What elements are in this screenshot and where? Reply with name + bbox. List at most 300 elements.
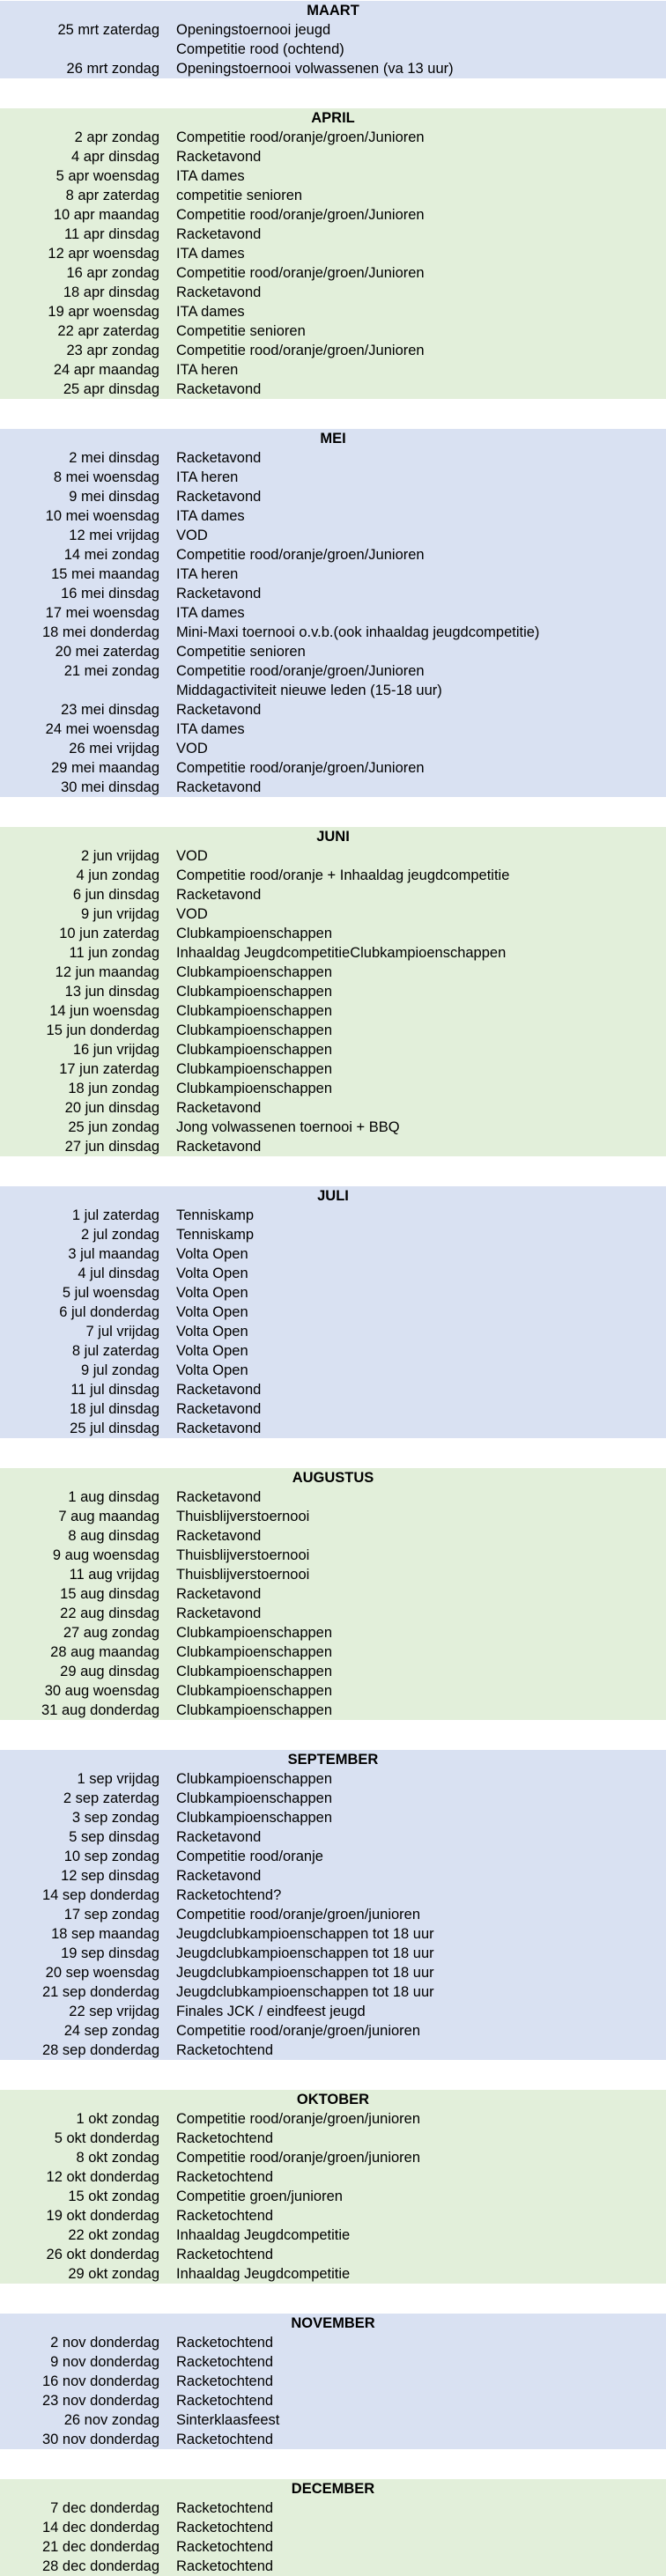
event-description: Clubkampioenschappen — [176, 1790, 333, 1806]
event-row — [0, 1866, 666, 1886]
event-date: 5 apr woensdag — [56, 168, 159, 184]
event-description: Racketavond — [176, 1401, 262, 1417]
event-description: Racketavond — [176, 1868, 262, 1884]
event-row — [0, 1098, 666, 1118]
event-date: 27 jun dinsdag — [64, 1139, 159, 1155]
event-date: 18 mei donderdag — [41, 624, 159, 640]
event-description: Racketavond — [176, 489, 262, 505]
event-date: 30 aug woensdag — [44, 1683, 159, 1699]
event-description: Competitie senioren — [176, 644, 306, 660]
event-row — [0, 1565, 666, 1584]
event-date — [0, 681, 159, 700]
month-title: APRIL — [311, 110, 355, 126]
event-row — [0, 2109, 666, 2129]
event-row — [0, 1623, 666, 1642]
event-date: 28 dec donderdag — [41, 2558, 159, 2574]
month-section-oktober — [0, 2090, 666, 2284]
event-date: 17 mei woensdag — [45, 605, 159, 621]
month-title: OKTOBER — [296, 2092, 370, 2107]
event-description: Competitie rood/oranje/groen/Junioren — [176, 760, 425, 776]
event-row — [0, 2245, 666, 2264]
event-description: Racketavond — [176, 779, 262, 795]
event-date: 19 apr woensdag — [48, 304, 159, 320]
event-row — [0, 2041, 666, 2060]
event-row — [0, 778, 666, 797]
event-description: Competitie rood/oranje — [176, 1849, 323, 1864]
event-description: Racketavond — [176, 887, 262, 903]
event-row — [0, 904, 666, 924]
event-description: Competitie rood/oranje/groen/Junioren — [176, 265, 425, 281]
event-description: Racketochtend — [176, 2335, 274, 2351]
event-date: 9 aug woensdag — [52, 1547, 159, 1563]
event-row — [0, 205, 666, 225]
event-description: Racketochtend — [176, 2208, 274, 2224]
event-date: 26 nov zondag — [63, 2412, 159, 2428]
event-date: 17 sep zondag — [63, 1907, 159, 1923]
event-description: Racketavond — [176, 1489, 262, 1505]
event-description: Clubkampioenschappen — [176, 984, 333, 1000]
event-row — [0, 186, 666, 205]
event-description: Volta Open — [176, 1246, 248, 1262]
event-row — [0, 1827, 666, 1847]
event-description: competitie senioren — [176, 188, 303, 203]
event-description: Volta Open — [176, 1304, 248, 1320]
event-description: Clubkampioenschappen — [176, 1702, 333, 1718]
event-row — [0, 526, 666, 545]
event-description: Clubkampioenschappen — [176, 1664, 333, 1679]
event-row — [0, 1681, 666, 1701]
event-row — [0, 2225, 666, 2245]
month-separator — [0, 78, 666, 108]
event-date: 11 jul dinsdag — [70, 1382, 159, 1398]
event-row — [0, 982, 666, 1001]
event-row — [0, 468, 666, 487]
event-date: 15 mei maandag — [51, 566, 159, 582]
event-date: 29 okt zondag — [68, 2266, 159, 2282]
event-date: 5 sep dinsdag — [69, 1829, 159, 1845]
event-date: 9 nov donderdag — [50, 2354, 159, 2370]
event-description: Volta Open — [176, 1324, 248, 1340]
event-row — [0, 1963, 666, 1982]
event-description: Racketavond — [176, 381, 262, 397]
event-date: 22 okt zondag — [68, 2227, 159, 2243]
event-date: 30 nov donderdag — [41, 2432, 159, 2447]
event-row — [0, 1924, 666, 1944]
month-title: SEPTEMBER — [287, 1752, 379, 1768]
event-description: Racketochtend — [176, 2500, 274, 2516]
event-description: Racketochtend — [176, 2558, 274, 2574]
event-date: 16 apr zondag — [66, 265, 159, 281]
event-description: ITA dames — [176, 508, 245, 524]
event-date: 21 sep donderdag — [41, 1984, 159, 2000]
month-separator — [0, 1438, 666, 1468]
event-row — [0, 2187, 666, 2206]
event-date: 13 jun dinsdag — [64, 984, 159, 1000]
event-description: Volta Open — [176, 1285, 248, 1301]
month-title: AUGUSTUS — [292, 1470, 374, 1486]
event-description: Competitie senioren — [176, 323, 306, 339]
event-description: Middagactiviteit nieuwe leden (15-18 uur) — [176, 683, 442, 698]
event-description: Racketochtend — [176, 2432, 274, 2447]
event-description: ITA heren — [176, 362, 239, 378]
event-date: 9 mei dinsdag — [69, 489, 159, 505]
event-description: Competitie rood/oranje/groen/junioren — [176, 2023, 421, 2039]
month-section-december — [0, 2479, 666, 2576]
event-date: 28 aug maandag — [50, 1644, 159, 1660]
event-row — [0, 1526, 666, 1546]
event-description: Clubkampioenschappen — [176, 1042, 333, 1058]
event-row — [0, 2372, 666, 2391]
event-description: Clubkampioenschappen — [176, 1771, 333, 1787]
event-row — [0, 1079, 666, 1098]
event-description: ITA dames — [176, 304, 245, 320]
event-date: 18 apr dinsdag — [63, 284, 159, 300]
event-date: 7 dec donderdag — [50, 2500, 159, 2516]
event-date: 28 sep donderdag — [41, 2042, 159, 2058]
event-row — [0, 1944, 666, 1963]
event-date: 9 jun vrijdag — [81, 906, 159, 922]
event-row — [0, 147, 666, 166]
event-row — [0, 623, 666, 642]
month-separator — [0, 399, 666, 429]
event-date: 18 jul dinsdag — [70, 1401, 159, 1417]
event-description: Jeugdclubkampioenschappen tot 18 uur — [176, 1945, 434, 1961]
event-date: 8 mei woensdag — [53, 469, 159, 485]
event-date: 23 apr zondag — [66, 343, 159, 358]
event-row — [0, 963, 666, 982]
event-date: 12 jun maandag — [55, 964, 159, 980]
event-description: Tenniskamp — [176, 1227, 255, 1243]
event-date: 5 jul woensdag — [62, 1285, 159, 1301]
event-description: Clubkampioenschappen — [176, 1061, 333, 1077]
event-row — [0, 1206, 666, 1225]
event-date: 8 jul zaterdag — [71, 1343, 159, 1359]
event-row — [0, 1604, 666, 1623]
event-row — [0, 128, 666, 147]
event-description: VOD — [176, 848, 208, 864]
month-title: MEI — [320, 431, 346, 447]
event-date: 2 jun vrijdag — [81, 848, 159, 864]
event-date: 18 jun zondag — [68, 1081, 159, 1096]
event-date: 22 aug dinsdag — [60, 1605, 159, 1621]
event-description: Racketochtend — [176, 2520, 274, 2535]
event-description: Clubkampioenschappen — [176, 1625, 333, 1641]
event-description: Tenniskamp — [176, 1207, 255, 1223]
event-row — [0, 1584, 666, 1604]
event-row — [0, 1341, 666, 1361]
event-description: Competitie rood/oranje/groen/Junioren — [176, 663, 425, 679]
event-description: Inhaaldag Jeugdcompetitie — [176, 2266, 351, 2282]
month-separator — [0, 2060, 666, 2090]
month-section-april — [0, 108, 666, 399]
event-row — [0, 924, 666, 943]
event-row — [0, 584, 666, 603]
event-date: 26 mei vrijdag — [69, 741, 159, 757]
event-date: 27 aug zondag — [63, 1625, 159, 1641]
event-row — [0, 846, 666, 866]
event-row — [0, 2167, 666, 2187]
event-row — [0, 1264, 666, 1283]
event-row — [0, 720, 666, 739]
event-description: Racketavond — [176, 1100, 262, 1116]
event-row — [0, 681, 666, 700]
event-description: Racketavond — [176, 284, 262, 300]
event-date: 4 jun zondag — [76, 867, 159, 883]
event-row — [0, 2129, 666, 2148]
event-date: 26 okt donderdag — [46, 2247, 159, 2262]
event-row — [0, 1419, 666, 1438]
event-date: 19 okt donderdag — [46, 2208, 159, 2224]
event-description: Inhaaldag JeugdcompetitieClubkampioenschappen — [176, 945, 507, 961]
event-date: 23 mei dinsdag — [61, 702, 159, 718]
event-description: ITA heren — [176, 566, 239, 582]
event-date: 22 sep vrijdag — [69, 2004, 159, 2019]
event-row — [0, 1001, 666, 1021]
event-description: Racketochtend — [176, 2169, 274, 2185]
event-date: 20 mei zaterdag — [55, 644, 159, 660]
event-description: Competitie rood/oranje + Inhaaldag jeugdcompetitie — [176, 867, 510, 883]
event-date: 25 jul dinsdag — [70, 1421, 159, 1436]
event-description: Racketochtend — [176, 2042, 274, 2058]
event-description: Racketochtend — [176, 2354, 274, 2370]
event-date: 2 nov donderdag — [50, 2335, 159, 2351]
event-description: Competitie rood/oranje/groen/Junioren — [176, 343, 425, 358]
event-row — [0, 1546, 666, 1565]
event-row — [0, 2021, 666, 2041]
event-row — [0, 1789, 666, 1808]
event-row — [0, 1642, 666, 1662]
event-date: 7 jul vrijdag — [85, 1324, 159, 1340]
event-date: 15 aug dinsdag — [60, 1586, 159, 1602]
event-date: 24 sep zondag — [63, 2023, 159, 2039]
event-date: 15 jun donderdag — [46, 1022, 159, 1038]
event-description: VOD — [176, 528, 208, 543]
event-description: Thuisblijverstoernooi — [176, 1567, 310, 1583]
event-row — [0, 1701, 666, 1720]
event-description: Racketochtend — [176, 2539, 274, 2555]
event-date: 1 aug dinsdag — [68, 1489, 159, 1505]
month-separator — [0, 797, 666, 827]
event-date: 2 sep zaterdag — [63, 1790, 159, 1806]
event-description: Sinterklaasfeest — [176, 2412, 280, 2428]
event-row — [0, 2148, 666, 2167]
event-date: 16 mei dinsdag — [61, 586, 159, 602]
event-description: Clubkampioenschappen — [176, 1003, 333, 1019]
event-date: 24 apr maandag — [53, 362, 159, 378]
event-date: 12 apr woensdag — [48, 246, 159, 262]
event-row — [0, 59, 666, 78]
month-title: DECEMBER — [291, 2481, 375, 2497]
event-description: Jong volwassenen toernooi + BBQ — [176, 1119, 400, 1135]
event-date: 11 apr dinsdag — [64, 226, 159, 242]
event-date: 23 nov donderdag — [41, 2393, 159, 2409]
month-section-september — [0, 1750, 666, 2060]
event-row — [0, 2430, 666, 2449]
event-date: 18 sep maandag — [51, 1926, 159, 1942]
event-row — [0, 2206, 666, 2225]
event-description: ITA dames — [176, 605, 245, 621]
event-date: 26 mrt zondag — [66, 61, 159, 77]
event-date: 11 jun zondag — [69, 945, 159, 961]
event-row — [0, 1662, 666, 1681]
event-row — [0, 2557, 666, 2576]
event-description: Jeugdclubkampioenschappen tot 18 uur — [176, 1984, 434, 2000]
event-date: 16 nov donderdag — [41, 2373, 159, 2389]
event-description: Thuisblijverstoernooi — [176, 1509, 310, 1524]
event-date: 4 apr dinsdag — [71, 149, 159, 165]
month-separator — [0, 1720, 666, 1750]
event-date: 15 okt zondag — [68, 2188, 159, 2204]
event-date: 1 jul zaterdag — [71, 1207, 159, 1223]
event-date: 10 apr maandag — [53, 207, 159, 223]
month-title: MAART — [307, 3, 359, 18]
event-description: Racketochtend — [176, 2373, 274, 2389]
month-title: JUNI — [316, 829, 350, 845]
event-row — [0, 302, 666, 321]
event-description: Competitie rood/oranje/groen/Junioren — [176, 129, 425, 145]
month-separator — [0, 1156, 666, 1186]
month-separator — [0, 2449, 666, 2479]
event-date — [0, 40, 159, 59]
event-description: Clubkampioenschappen — [176, 1810, 333, 1826]
event-description: Racketochtend — [176, 2393, 274, 2409]
event-date: 12 okt donderdag — [46, 2169, 159, 2185]
event-description: Racketavond — [176, 226, 262, 242]
event-description: Volta Open — [176, 1362, 248, 1378]
event-row — [0, 1847, 666, 1866]
event-row — [0, 1021, 666, 1040]
month-section-mei — [0, 429, 666, 797]
event-row — [0, 1118, 666, 1137]
event-row — [0, 2410, 666, 2430]
event-date: 11 aug vrijdag — [69, 1567, 159, 1583]
event-row — [0, 1303, 666, 1322]
event-description: Competitie rood/oranje/groen/Junioren — [176, 207, 425, 223]
event-date: 21 mei zondag — [63, 663, 159, 679]
event-row — [0, 885, 666, 904]
event-row — [0, 360, 666, 380]
event-date: 8 okt zondag — [76, 2150, 159, 2166]
event-row — [0, 661, 666, 681]
event-row — [0, 1399, 666, 1419]
event-description: Racketavond — [176, 702, 262, 718]
event-row — [0, 2002, 666, 2021]
event-date: 29 aug dinsdag — [60, 1664, 159, 1679]
event-row — [0, 1808, 666, 1827]
event-date: 17 jun zaterdag — [59, 1061, 159, 1077]
month-section-juni — [0, 827, 666, 1156]
event-description: Competitie groen/junioren — [176, 2188, 343, 2204]
event-description: ITA heren — [176, 469, 239, 485]
event-row — [0, 642, 666, 661]
event-row — [0, 40, 666, 59]
event-description: Racketavond — [176, 1829, 262, 1845]
event-description: Competitie rood/oranje/groen/junioren — [176, 2111, 421, 2127]
month-section-juli — [0, 1186, 666, 1438]
event-description: Clubkampioenschappen — [176, 964, 333, 980]
event-row — [0, 1507, 666, 1526]
event-row — [0, 448, 666, 468]
event-description: Jeugdclubkampioenschappen tot 18 uur — [176, 1926, 434, 1942]
event-date: 25 apr dinsdag — [63, 381, 159, 397]
event-date: 8 aug dinsdag — [68, 1528, 159, 1544]
event-row — [0, 1886, 666, 1905]
event-date: 25 mrt zaterdag — [57, 22, 159, 38]
event-row — [0, 341, 666, 360]
event-date: 30 mei dinsdag — [61, 779, 159, 795]
event-description: Racketavond — [176, 1528, 262, 1544]
event-date: 16 jun vrijdag — [72, 1042, 159, 1058]
event-description: Competitie rood/oranje/groen/junioren — [176, 2150, 421, 2166]
event-date: 14 dec donderdag — [41, 2520, 159, 2535]
event-description: Openingstoernooi volwassenen (va 13 uur) — [176, 61, 454, 77]
event-date: 14 mei zondag — [63, 547, 159, 563]
event-description: Thuisblijverstoernooi — [176, 1547, 310, 1563]
month-title: JULI — [317, 1188, 349, 1204]
month-section-augustus — [0, 1468, 666, 1720]
event-description: Racketavond — [176, 586, 262, 602]
event-row — [0, 1040, 666, 1059]
event-date: 2 mei dinsdag — [69, 450, 159, 466]
event-date: 1 sep vrijdag — [77, 1771, 159, 1787]
event-date: 20 sep woensdag — [45, 1965, 159, 1981]
event-row — [0, 1769, 666, 1789]
event-row — [0, 1322, 666, 1341]
event-row — [0, 1361, 666, 1380]
event-description: Clubkampioenschappen — [176, 926, 333, 941]
event-row — [0, 283, 666, 302]
event-date: 10 sep zondag — [63, 1849, 159, 1864]
event-description: ITA dames — [176, 168, 245, 184]
event-date: 10 jun zaterdag — [59, 926, 159, 941]
event-description: Competitie rood/oranje/groen/junioren — [176, 1907, 421, 1923]
event-description: Racketochtend? — [176, 1887, 282, 1903]
event-description: Openingstoernooi jeugd — [176, 22, 331, 38]
event-description: Finales JCK / eindfeest jeugd — [176, 2004, 366, 2019]
event-date: 19 sep dinsdag — [61, 1945, 159, 1961]
event-row — [0, 2333, 666, 2352]
event-row — [0, 487, 666, 506]
event-description: Racketavond — [176, 1586, 262, 1602]
event-description: Racketochtend — [176, 2247, 274, 2262]
event-date: 4 jul dinsdag — [78, 1266, 159, 1281]
event-date: 20 jun dinsdag — [64, 1100, 159, 1116]
event-date: 3 sep zondag — [71, 1810, 159, 1826]
event-date: 5 okt donderdag — [54, 2130, 159, 2146]
event-row — [0, 263, 666, 283]
event-description: Volta Open — [176, 1266, 248, 1281]
event-date: 21 dec donderdag — [41, 2539, 159, 2555]
event-date: 22 apr zaterdag — [57, 323, 159, 339]
event-row — [0, 2537, 666, 2557]
event-date: 24 mei woensdag — [45, 721, 159, 737]
event-date: 3 jul maandag — [68, 1246, 159, 1262]
event-date: 9 jul zondag — [81, 1362, 159, 1378]
event-description: Racketavond — [176, 149, 262, 165]
event-date: 2 apr zondag — [74, 129, 159, 145]
event-description: Racketochtend — [176, 2130, 274, 2146]
event-row — [0, 603, 666, 623]
event-row — [0, 380, 666, 399]
event-date: 10 mei woensdag — [45, 508, 159, 524]
event-description: Racketavond — [176, 1382, 262, 1398]
event-row — [0, 2264, 666, 2284]
month-section-maart — [0, 1, 666, 78]
event-row — [0, 1244, 666, 1264]
event-date: 29 mei maandag — [51, 760, 159, 776]
event-description: Racketavond — [176, 1605, 262, 1621]
event-row — [0, 225, 666, 244]
